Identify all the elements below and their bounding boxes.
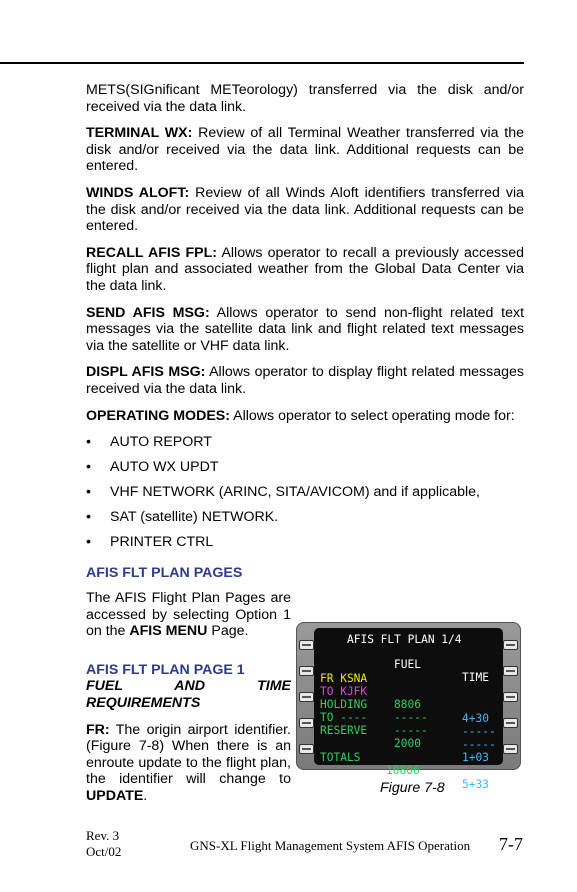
- list-item-text: PRINTER CTRL: [110, 534, 214, 551]
- to-time: 4+30: [462, 711, 489, 725]
- page-number: 7-7: [499, 834, 523, 854]
- terminal-wx-paragraph: [86, 125, 524, 175]
- operating-modes-list: [86, 434, 524, 551]
- left-line-select-key-3[interactable]: [299, 692, 314, 702]
- term-text: Allows operator to send non-flight related text messages via the satellite data link and flight related text messages via the satellite or VHF data link.: [86, 304, 525, 354]
- body-content: [86, 82, 524, 593]
- to-fuel: 8806: [394, 698, 421, 712]
- term-label: FR:: [86, 721, 110, 738]
- fuel-header: FUEL: [394, 658, 421, 672]
- figure-caption: Figure 7-8: [380, 780, 445, 796]
- bold-text: AFIS MENU: [129, 623, 208, 640]
- revision-date: Oct/02: [86, 844, 122, 859]
- list-item: [86, 459, 524, 476]
- top-rule: [0, 62, 524, 64]
- intro-paragraph: METS(SIGnificant METeorology) transferred via the disk and/or received via the data link.: [86, 82, 524, 115]
- list-item: [86, 484, 524, 501]
- term-text: Allows operator to select operating mode for:: [229, 407, 515, 424]
- recall-afis-fpl-paragraph: [86, 245, 524, 295]
- alternate-label: TO ----: [320, 711, 368, 725]
- text: The AFIS Flight Plan Pages are accessed by selecting Option 1 on the: [86, 590, 291, 640]
- to-airport: TO KJFK: [320, 685, 368, 699]
- bullet: •: [86, 534, 91, 551]
- bullet: •: [86, 434, 91, 451]
- text: The origin airport identifier. (Figure 7-8) When there is an enroute update to the flight plan, the identifier will change to: [86, 721, 291, 788]
- page1-title: AFIS FLT PLAN PAGE 1: [86, 661, 245, 678]
- totals-label: TOTALS: [320, 751, 361, 765]
- holding-fuel: -----: [394, 711, 428, 725]
- right-line-select-key-4[interactable]: [503, 718, 518, 728]
- left-line-select-key-4[interactable]: [299, 718, 314, 728]
- term-text: Review of all Terminal Weather transferred via the disk and/or received via the data link. Additional requests can be entered.: [86, 125, 524, 175]
- footer-title: GNS-XL Flight Management System AFIS Operation: [190, 838, 471, 853]
- term-text: Review of all Winds Aloft identifiers transferred via the disk and/or received via the data link. Additional requests can be entered.: [86, 184, 524, 235]
- term-label: WINDS ALOFT:: [86, 184, 190, 201]
- term-label: RECALL AFIS FPL:: [86, 244, 218, 261]
- alternate-fuel: -----: [394, 724, 428, 738]
- list-item-text: VHF NETWORK (ARINC, SITA/AVICOM) and if applicable,: [110, 484, 481, 501]
- left-column: [86, 590, 291, 805]
- right-line-select-key-2[interactable]: [503, 666, 518, 676]
- right-line-select-key-3[interactable]: [503, 692, 518, 702]
- reserve-time: 1+03: [462, 750, 489, 764]
- section-title: AFIS FLT PLAN PAGES: [86, 564, 243, 581]
- totals-time: 5+33: [462, 777, 489, 791]
- reserve-label: RESERVE: [320, 724, 368, 738]
- cdu-title: AFIS FLT PLAN 1/4: [347, 633, 462, 646]
- bold-text: UPDATE: [86, 787, 144, 804]
- section-paragraph: [86, 590, 291, 640]
- time-header: TIME: [462, 671, 489, 685]
- displ-afis-msg-paragraph: [86, 364, 524, 397]
- term-label: OPERATING MODES:: [86, 407, 230, 424]
- term-text: Allows operator to display flight related messages received via the data link.: [86, 364, 524, 397]
- list-item: [86, 534, 524, 551]
- list-item: [86, 434, 524, 451]
- right-line-select-key-1[interactable]: [503, 640, 518, 650]
- term-label: SEND AFIS MSG:: [86, 304, 210, 321]
- reserve-fuel: 2000: [394, 737, 421, 751]
- bullet: •: [86, 509, 91, 526]
- fuel-time-heading: FUEL AND TIME REQUIREMENTS: [86, 678, 291, 711]
- list-item: [86, 509, 524, 526]
- right-line-select-key-5[interactable]: [503, 744, 518, 754]
- alternate-time: -----: [462, 737, 496, 751]
- text: Page.: [207, 623, 249, 640]
- from-airport: FR KSNA: [320, 672, 368, 686]
- text: .: [143, 787, 148, 804]
- revision-number: Rev. 3: [86, 828, 120, 843]
- left-line-select-key-2[interactable]: [299, 666, 314, 676]
- left-line-select-key-5[interactable]: [299, 744, 314, 754]
- totals-fuel: 10806: [386, 764, 420, 778]
- term-label: TERMINAL WX:: [86, 125, 193, 142]
- winds-aloft-paragraph: [86, 185, 524, 235]
- holding-label: HOLDING: [320, 698, 368, 712]
- operating-modes-paragraph: [86, 408, 524, 425]
- send-afis-msg-paragraph: [86, 305, 524, 355]
- fr-paragraph: [86, 722, 291, 805]
- bullet: •: [86, 459, 91, 476]
- bullet: •: [86, 484, 91, 501]
- list-item-text: SAT (satellite) NETWORK.: [110, 509, 279, 526]
- list-item-text: AUTO REPORT: [110, 434, 212, 451]
- term-text: Allows operator to recall a previously accessed flight plan and associated weather from the Global Data Center via the data link.: [86, 244, 524, 294]
- list-item-text: AUTO WX UPDT: [110, 459, 219, 476]
- left-line-select-key-1[interactable]: [299, 640, 314, 650]
- holding-time: -----: [462, 724, 496, 738]
- footer-revision: [86, 828, 121, 860]
- term-label: DISPL AFIS MSG:: [86, 364, 206, 381]
